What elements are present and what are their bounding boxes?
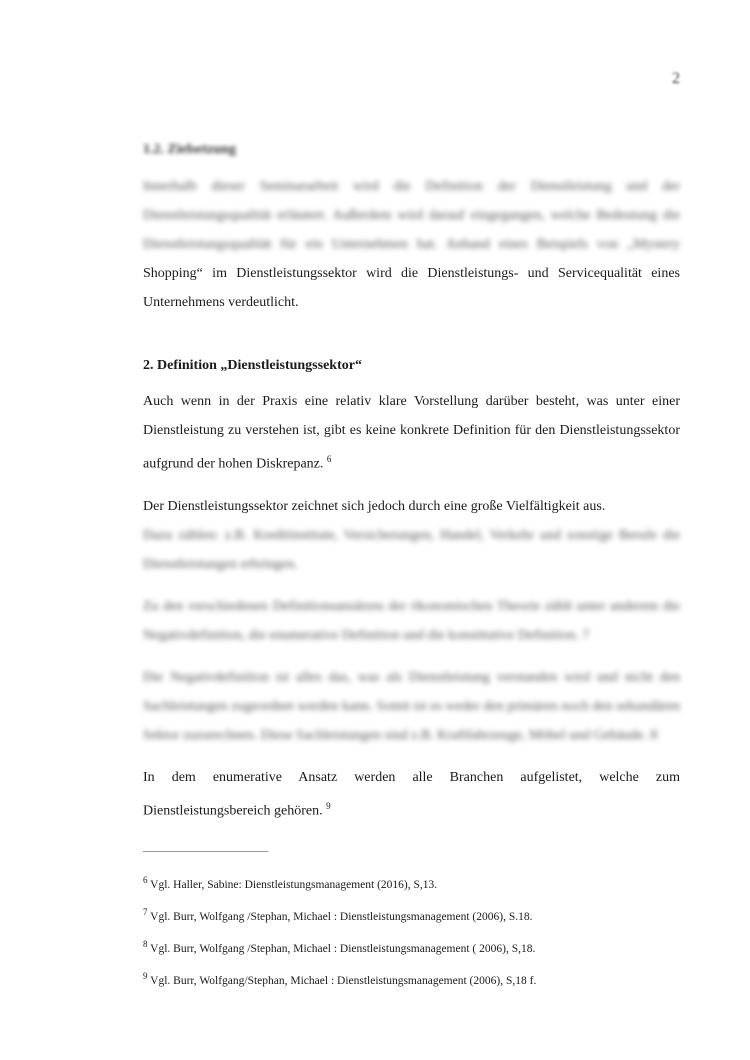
page-content (143, 142, 680, 995)
footnote-number: 7 (143, 907, 148, 918)
paragraph-text: Auch wenn in der Praxis eine relativ klare Vorstellung darüber besteht, was unter einer Dienstleistung zu verstehen ist, gibt es keine konkrete Definition für den Dienstleistungssektor aufgrund der hohen Diskrepanz. (143, 394, 680, 472)
footnote-number: 8 (143, 938, 148, 949)
footnote-ref: 9 (326, 800, 331, 811)
footnote-text: Vgl. Burr, Wolfgang/Stephan, Michael : Dienstleistungsmanagement (2006), S,18 f. (150, 974, 537, 987)
paragraph-definition-2 (143, 492, 680, 579)
section-heading-zielsetzung: 1.2. Zielsetzung (143, 142, 236, 157)
blurred-text: Dazu zählen: z.B. Kreditinstitute, Versicherungen, Handel, Verkehr und sonstige Berufe die Dienstleistungen erbringen. (143, 527, 680, 572)
footnote-text: Vgl. Burr, Wolfgang /Stephan, Michael : Dienstleistungsmanagement (2006), S.18. (150, 910, 533, 923)
paragraph-definition-1 (143, 387, 680, 479)
footnote-9 (143, 963, 680, 995)
footnotes (143, 867, 680, 994)
footnote-ref: 6 (326, 454, 332, 464)
footnote-7 (143, 899, 680, 931)
footnote-text: Vgl. Haller, Sabine: Dienstleistungsmanagement (2016), S,13. (150, 879, 438, 892)
footnote-6 (143, 867, 680, 899)
section-heading-definition: 2. Definition „Dienstleistungssektor“ (143, 358, 362, 373)
visible-text: Shopping“ im Dienstleistungssektor wird die Dienstleistungs- und Servicequalität eines Unternehmens verdeutlicht. (143, 266, 680, 310)
footnote-8 (143, 931, 680, 963)
footnote-number: 9 (143, 970, 148, 981)
footnote-text: Vgl. Burr, Wolfgang /Stephan, Michael : Dienstleistungsmanagement ( 2006), S,18. (150, 942, 536, 955)
paragraph-zielsetzung (143, 172, 680, 317)
paragraph-definition-3: Zu den verschiedenen Definitionsansätzen der ökonomischen Theorie zählt unter anderem die Negativdefinition, die enumerative Definition und die konstitutive Definition. 7 (143, 598, 680, 643)
footnote-separator (143, 851, 268, 852)
paragraph-text: In dem enumerative Ansatz werden alle Branchen aufgelistet, welche zum Dienstleistungsbereich gehören. (143, 769, 680, 819)
paragraph-definition-5 (143, 763, 680, 826)
paragraph-text: Der Dienstleistungssektor zeichnet sich jedoch durch eine große Vielfältigkeit aus. (143, 498, 606, 514)
blurred-text: Innerhalb dieser Seminararbeit wird die Definition der Dienstleistung und der Dienstleistungsqualität erläutert. Außerdem wird darauf eingegangen, welche Bedeutung die Dienstleistungsqualität für ein Unternehmen hat. Anhand eines Beispiels von „Mystery (143, 179, 680, 252)
footnote-number: 6 (143, 875, 148, 886)
paragraph-definition-4: Die Negativdefinition ist alles das, was als Dienstleistung verstanden wird und nicht den Sachleistungen zugeordnet werden kann. Somit ist es weder den primären noch den sekundären Sektor zuzurechnen. Diese Sachleistungen sind z.B. Kraftfahrzeuge, Möbel und Gebäude. 8 (143, 669, 680, 743)
page-number: 2 (672, 70, 680, 87)
